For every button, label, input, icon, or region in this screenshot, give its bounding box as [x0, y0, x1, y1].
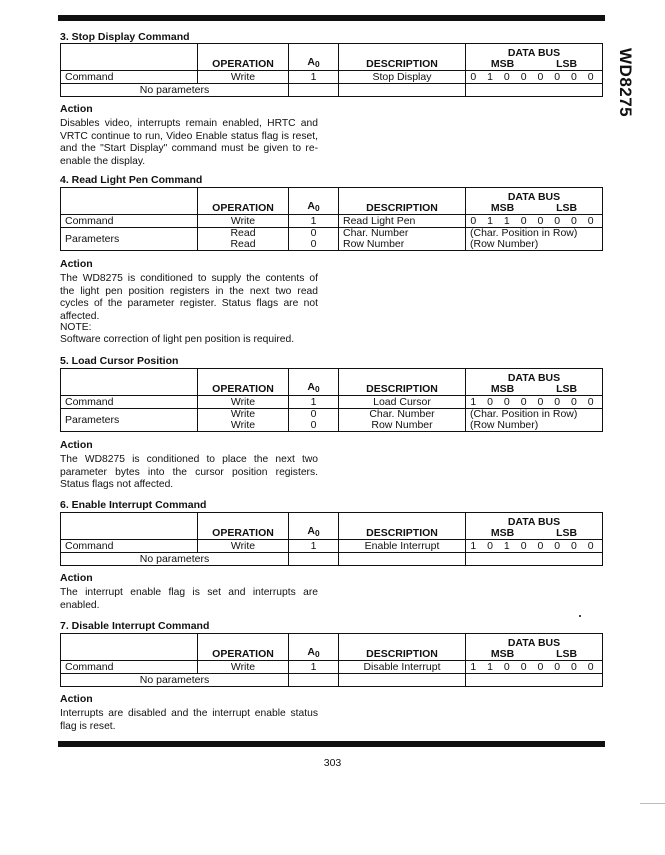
row-a0: 1	[289, 661, 339, 674]
row-label: Command	[61, 661, 198, 674]
header-operation: OPERATION	[198, 188, 289, 215]
params-label: Parameters	[61, 409, 198, 432]
row-description: Stop Display	[339, 71, 466, 84]
top-rule	[58, 15, 605, 21]
row-description: Enable Interrupt	[339, 540, 466, 553]
no-parameters: No parameters	[61, 84, 289, 97]
no-parameters: No parameters	[61, 674, 289, 687]
command-table	[60, 512, 603, 566]
params-bits: (Char. Position in Row) (Row Number)	[466, 228, 603, 251]
action-text: The interrupt enable flag is set and interrupts are enabled.	[60, 587, 318, 611]
command-table	[60, 43, 603, 97]
command-table	[60, 368, 603, 432]
header-data-bus: DATA BUS MSB LSB	[466, 44, 603, 71]
params-a0: 0 0	[289, 228, 339, 251]
row-bits: 0 1 1 0 0 0 0 0	[466, 215, 603, 228]
params-label: Parameters	[61, 228, 198, 251]
header-blank	[61, 44, 198, 71]
row-description: Disable Interrupt	[339, 661, 466, 674]
action-text: Interrupts are disabled and the interrupt enable status flag is reset.	[60, 708, 318, 732]
section-title: 6. Enable Interrupt Command	[60, 499, 207, 511]
row-description: Load Cursor	[339, 396, 466, 409]
params-operations: Write Write	[198, 409, 289, 432]
params-description: Char. Number Row Number	[339, 228, 466, 251]
row-bits: 0 1 0 0 0 0 0 0	[466, 71, 603, 84]
action-text: Disables video, interrupts remain enabled, HRTC and VRTC continue to run, Video Enable status flag is reset, and the "Start Display" command must be given to re-enable the display.	[60, 118, 318, 167]
header-description: DESCRIPTION	[339, 513, 466, 540]
speck	[579, 615, 581, 617]
action-heading: Action	[60, 439, 93, 451]
header-data-bus: DATA BUS MSB LSB	[466, 369, 603, 396]
row-label: Command	[61, 71, 198, 84]
row-label: Command	[61, 540, 198, 553]
action-text: The WD8275 is conditioned to place the next two parameter bytes into the cursor position registers. Status flags not affected.	[60, 454, 318, 490]
row-a0: 1	[289, 396, 339, 409]
note-label: NOTE:	[60, 322, 92, 333]
command-table	[60, 187, 603, 251]
section-title: 4. Read Light Pen Command	[60, 174, 203, 186]
header-operation: OPERATION	[198, 369, 289, 396]
row-operation: Write	[198, 540, 289, 553]
header-a0: A0	[289, 44, 339, 71]
row-a0: 1	[289, 215, 339, 228]
params-operations: Read Read	[198, 228, 289, 251]
header-a0: A0	[289, 369, 339, 396]
params-bits: (Char. Position in Row) (Row Number)	[466, 409, 603, 432]
command-table	[60, 633, 603, 687]
page-number: 303	[323, 757, 342, 769]
no-parameters: No parameters	[61, 553, 289, 566]
section-title: 5. Load Cursor Position	[60, 355, 179, 367]
params-description: Char. Number Row Number	[339, 409, 466, 432]
row-label: Command	[61, 215, 198, 228]
section-title: 3. Stop Display Command	[60, 31, 190, 43]
header-description: DESCRIPTION	[339, 369, 466, 396]
row-operation: Write	[198, 661, 289, 674]
header-a0: A0	[289, 634, 339, 661]
header-data-bus: DATA BUS MSB LSB	[466, 188, 603, 215]
scan-artifact-line	[640, 803, 665, 804]
header-operation: OPERATION	[198, 44, 289, 71]
row-label: Command	[61, 396, 198, 409]
action-text: The WD8275 is conditioned to supply the contents of the light pen position registers in the next two read cycles of the parameter register. Status flags are not affected.	[60, 273, 318, 322]
header-description: DESCRIPTION	[339, 634, 466, 661]
header-description: DESCRIPTION	[339, 188, 466, 215]
header-a0: A0	[289, 188, 339, 215]
row-operation: Write	[198, 71, 289, 84]
row-description: Read Light Pen	[339, 215, 466, 228]
header-data-bus: DATA BUS MSB LSB	[466, 634, 603, 661]
note-text: Software correction of light pen position is required.	[60, 334, 295, 345]
side-title: WD8275	[616, 48, 635, 118]
section-title: 7. Disable Interrupt Command	[60, 620, 210, 632]
row-bits: 1 0 1 0 0 0 0 0	[466, 540, 603, 553]
header-a0: A0	[289, 513, 339, 540]
header-operation: OPERATION	[198, 513, 289, 540]
row-bits: 1 0 0 0 0 0 0 0	[466, 396, 603, 409]
row-a0: 1	[289, 540, 339, 553]
row-bits: 1 1 0 0 0 0 0 0	[466, 661, 603, 674]
action-heading: Action	[60, 103, 93, 115]
params-a0: 0 0	[289, 409, 339, 432]
action-heading: Action	[60, 693, 93, 705]
header-description: DESCRIPTION	[339, 44, 466, 71]
action-heading: Action	[60, 572, 93, 584]
row-operation: Write	[198, 215, 289, 228]
action-heading: Action	[60, 258, 93, 270]
header-operation: OPERATION	[198, 634, 289, 661]
row-a0: 1	[289, 71, 339, 84]
bottom-rule	[58, 741, 605, 747]
header-data-bus: DATA BUS MSB LSB	[466, 513, 603, 540]
row-operation: Write	[198, 396, 289, 409]
